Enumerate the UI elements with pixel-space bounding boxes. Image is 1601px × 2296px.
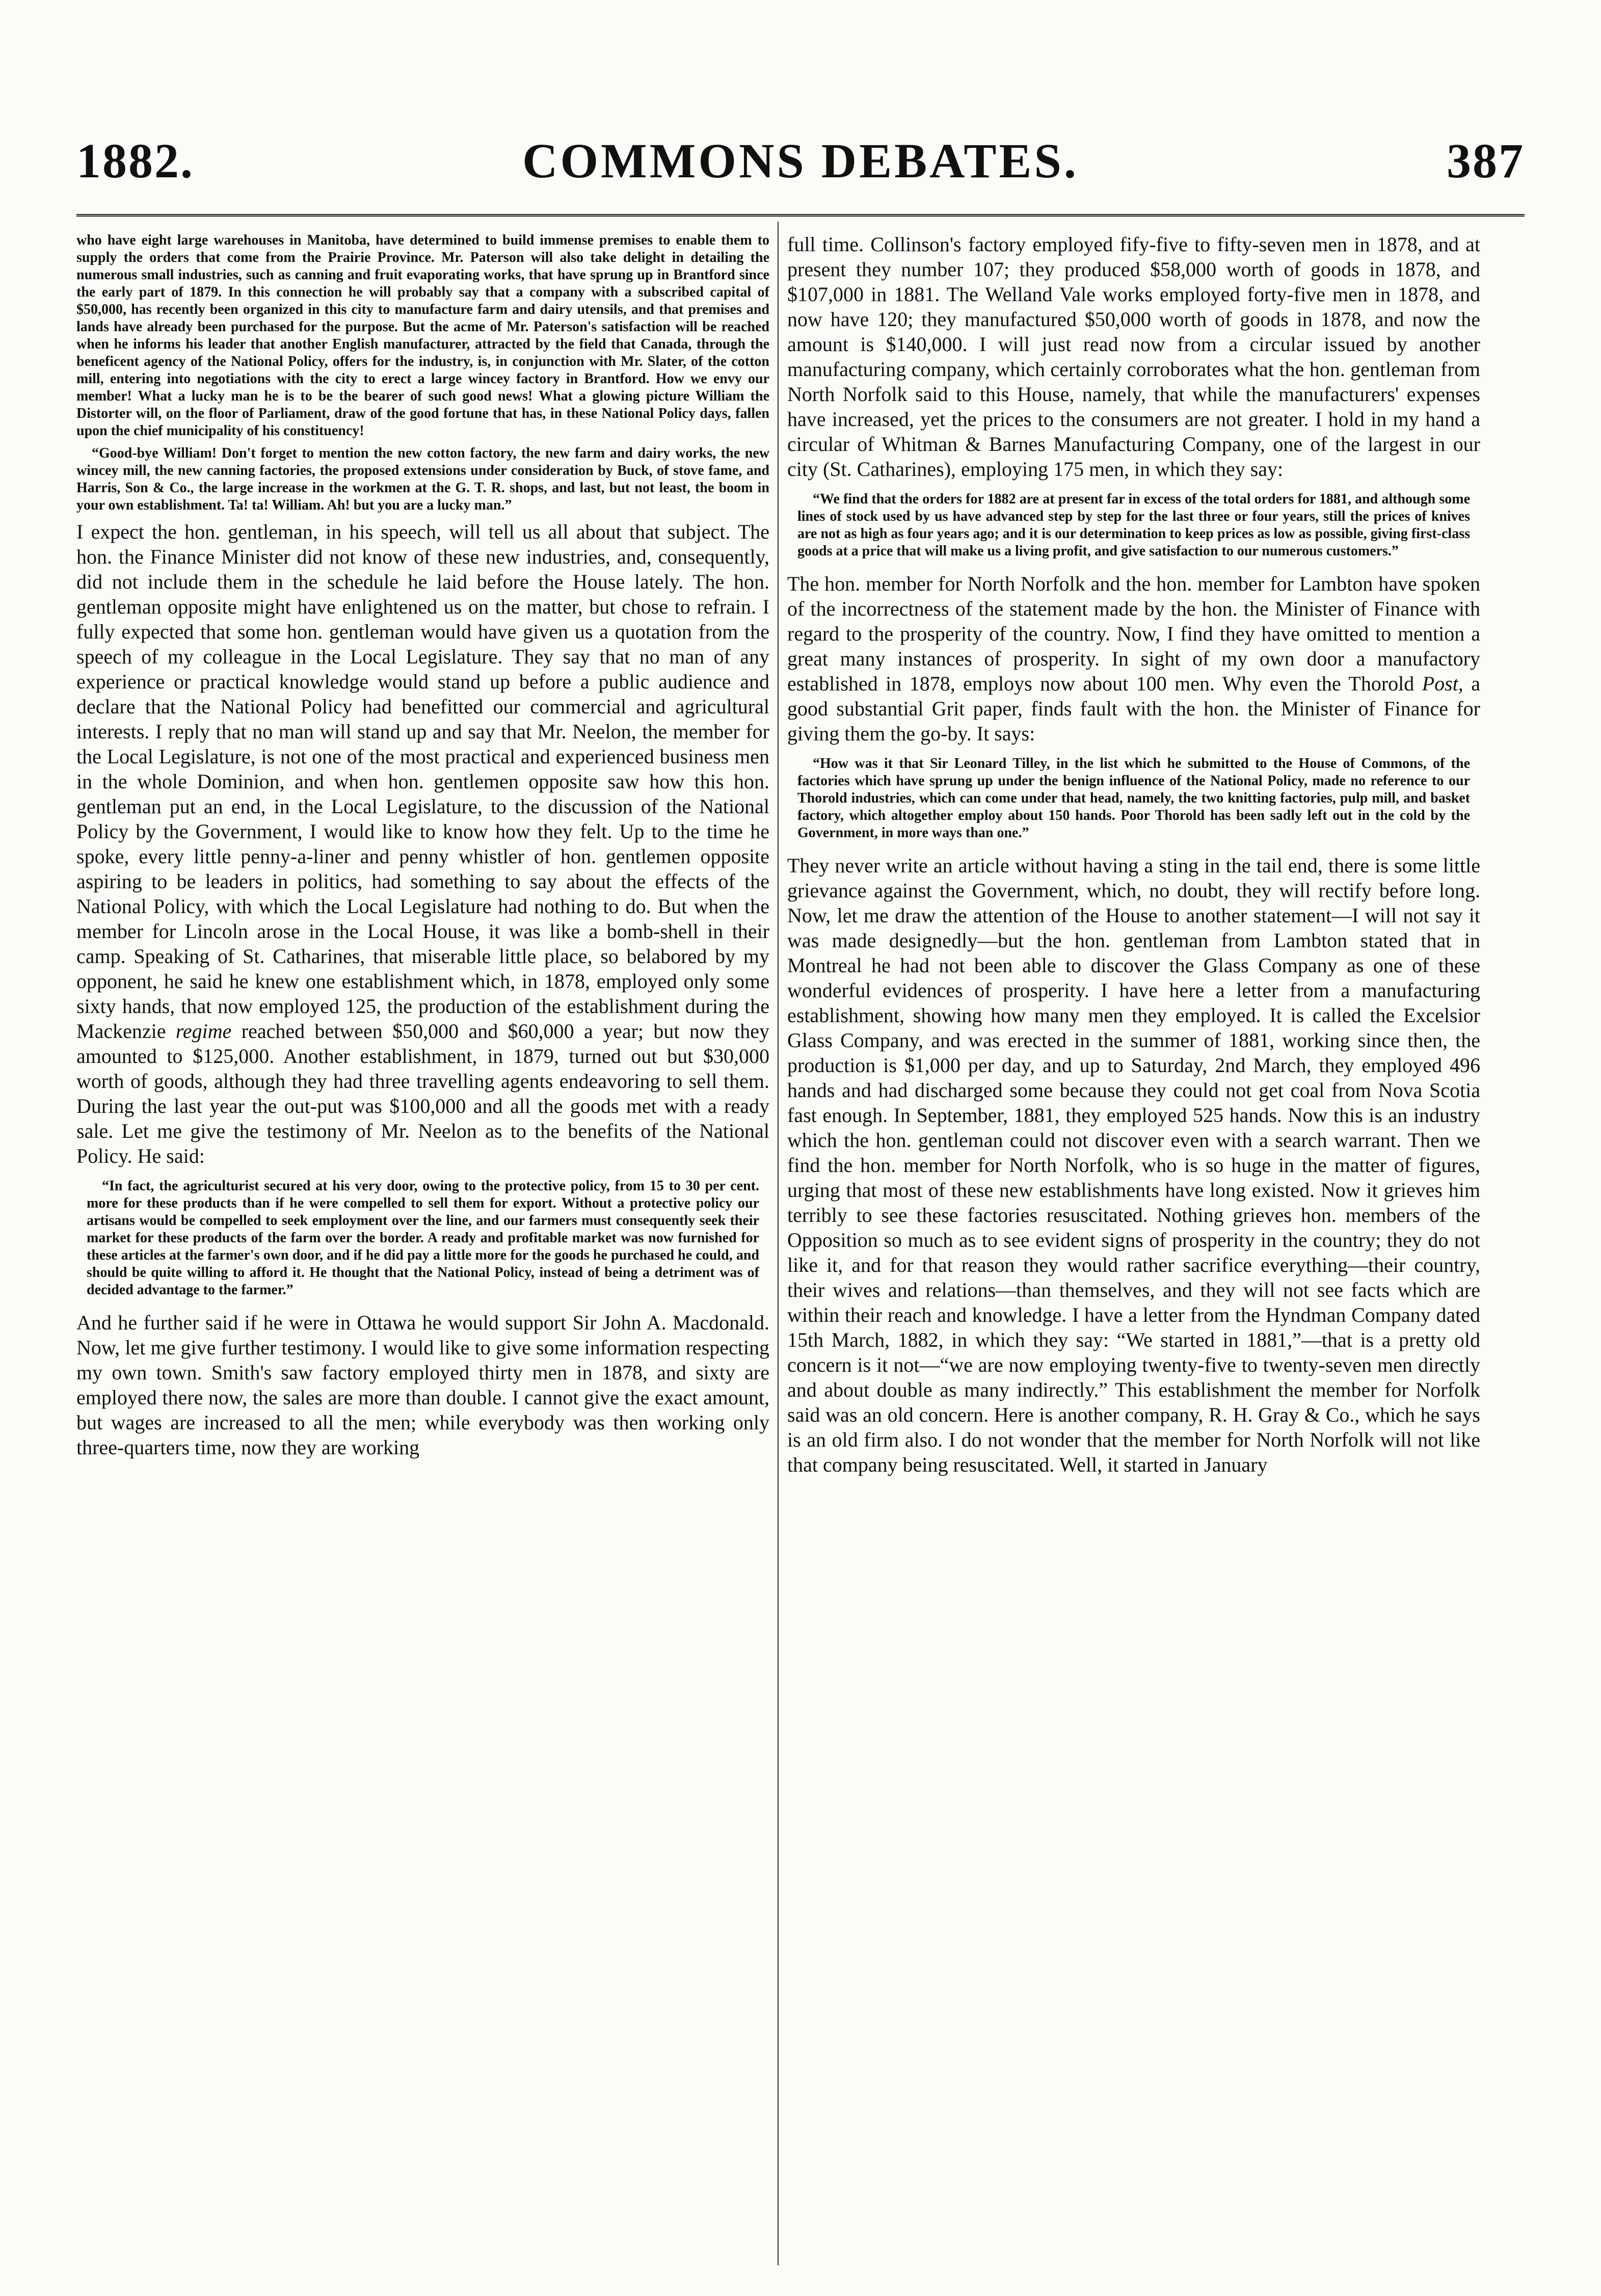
speech-paragraph: They never write an article without having a sting in the tail end, there is some little grievance against the Government, which, no doubt, they will rectify before long. Now, let me draw the attention of the House to another statement—I will not say it was made designedly—but the hon. gentleman from Lambton stated that in Montreal he had not been able to discover the Glass Company as one of these wonderful evidences of prosperity. I have here a letter from a manufacturing establishment, showing how many men they employed. It is called the Excelsior Glass Company, and was erected in the summer of 1881, working since then, the production is $1,000 per day, and up to Saturday, 2nd March, they employed 496 hands and had discharged some because they could not get coal from Nova Scotia fast enough. In September, 1881, they employed 525 hands. Now this is an industry which the hon. gentleman could not discover even with a search warrant. Then we find the hon. member for North Norfolk, who is so huge in the matter of figures, urging that most of these new establishments have long existed. Now it grieves him terribly to see these factories resuscitated. Nothing grieves hon. members of the Opposition so much as to see evident signs of prosperity in the country; they do not like it, and for that reason they would rather sacrifice everything—their country, their wives and relations—than themselves, and they will not see facts which are within their reach and knowledge. I have a letter from the Hyndman Company dated 15th March, 1882, in which they say: “We started in 1881,”—that is a pretty old concern is it not—“we are now employing twenty-five to twenty-seven men directly and about double as many indirectly.” This establishment the member for Norfolk said was an old concern. Here is another company, R. H. Gray & Co., which he says is an old firm also. I do not wonder that the member for North Norfolk will not like that company being resuscitated. Well, it started in January [787, 854, 1480, 1476]
page-number: 387 [1447, 134, 1525, 188]
italic-word: Post, [1422, 672, 1463, 695]
page-header [76, 132, 1525, 209]
block-quote: “In fact, the agriculturist secured at his very door, owing to the protective policy, from 15 to 30 per cent. more for these products than if he were compelled to sell them for export. Without a protective policy our artisans would be compelled to seek employment over the line, and our farmers must consequently seek their market for these products of the farm over the border. A ready and profitable market was now furnished for these articles at the farmer's own door, and if he did pay a little more for the goods he purchased he could, and should be quite willing to afford it. He thought that the National Policy, instead of being a detriment was of decided advantage to the farmer.” [87, 1178, 759, 1298]
column-divider [778, 222, 779, 2265]
speech-paragraph: full time. Collinson's factory employed fify-five to fifty-seven men in 1878, and at present they number 107; they produced $58,000 worth of goods in 1878, and $107,000 in 1881. The Welland Vale works employed forty-five men in 1878, and now have 120; they manufactured $50,000 worth of goods in 1878, and now the amount is $140,000. I will just read now from a circular issued by another manufacturing company, which certainly corroborates what the hon. gentleman from North Norfolk said to this House, namely, that while the manufacturers' expenses have increased, yet the prices to the consumers are not greater. I hold in my hand a circular of Whitman & Barnes Manufacturing Company, one of the largest in our city (St. Catharines), employing 175 men, in which they say: [787, 233, 1480, 480]
speech-text: reached between $50,000 and $60,000 a year; but now they amounted to $125,000. Another establishment, in 1879, turned out but $30,000 worth of goods, although they had three travelling agents endeavoring to sell them. During the last year the out-put was $100,000 and all the goods met with a ready sale. Let me give the testimony of Mr. Neelon as to the benefits of the National Policy. He said: [76, 1020, 769, 1167]
speech-text: a good substantial Grit paper, finds fault with the hon. the Minister of Finance for giving them the go-by. It says: [787, 672, 1480, 745]
italic-word: regime [175, 1020, 232, 1043]
page-title: COMMONS DEBATES. [522, 134, 1079, 188]
right-column [787, 232, 1480, 2265]
speech-text: The hon. member for North Norfolk and the hon. member for Lambton have spoken of the incorrectness of the statement made by the hon. the Minister of Finance with regard to the prosperity of the country. Now, I find they have omitted to mention a great many instances of prosperity. In sight of my own door a manufactory established in 1878, employs now about 100 men. Why even the Thorold [787, 572, 1480, 695]
quotation-closing: “Good-bye William! Don't forget to mention the new cotton factory, the new farm and dairy works, the new wincey mill, the new canning factories, the proposed extensions under consideration by Buck, of stove fame, and Harris, Son & Co., the large increase in the workmen at the G. T. R. shops, and last, but not least, the boom in your own establishment. Ta! ta! William. Ah! but you are a lucky man.” [76, 445, 769, 513]
speech-paragraph [787, 571, 1480, 746]
block-quote: “How was it that Sir Leonard Tilley, in the list which he submitted to the House of Commons, of the factories which have sprung up under the benign influence of the National Policy, made no reference to our Thorold industries, which can come under that head, namely, the two knitting factories, pulp mill, and basket factory, which altogether employ about 150 hands. Poor Thorold has been sadly left out in the cold by the Government, in more ways than one.” [797, 756, 1470, 841]
block-quote: “We find that the orders for 1882 are at present far in excess of the total orders for 1881, and although some lines of stock used by us have advanced step by step for the last three or four years, still the prices of knives are not as high as four years ago; and it is our determination to keep prices as low as possible, giving first-class goods at a price that will make us a living profit, and give satisfaction to our numerous customers.” [797, 491, 1470, 559]
page-year: 1882. [76, 134, 194, 188]
speech-paragraph [76, 519, 769, 1168]
header-rule [76, 214, 1525, 217]
continued-quotation: who have eight large warehouses in Manitoba, have determined to build immense premises to enable them to supply the orders that come from the Prairie Province. Mr. Paterson will also take delight in detailing the numerous small industries, such as canning and fruit evaporating works, that have sprung up in Brantford since the early part of 1879. In this connection he will probably say that a company with a subscribed capital of $50,000, has recently been organized in this city to manufacture farm and dairy utensils, and that premises and lands have already been purchased for the purpose. But the acme of Mr. Paterson's satisfaction will be reached when he informs his leader that another English manufacturer, attracted by the field that Canada, through the beneficent agency of the National Policy, offers for the industry, is, in conjunction with Mr. Slater, of the cotton mill, entering into negotiations with the city to erect a large wincey factory in Brantford. How we envy our member! What a lucky man he is to be the bearer of such good news! What a glowing picture William the Distorter will, on the floor of Parliament, draw of the good fortune that has, in these National Policy days, fallen upon the chief municipality of his constituency! [76, 232, 769, 439]
left-column [76, 232, 769, 2265]
speech-paragraph: And he further said if he were in Ottawa he would support Sir John A. Macdonald. Now, let me give further testimony. I would like to give some information respecting my own town. Smith's saw factory employed thirty men in 1878, and sixty are employed there now, the sales are more than double. I cannot give the exact amount, but wages are increased to all the men; while everybody was then working only three-quarters time, now they are working [76, 1311, 769, 1459]
speech-text: I expect the hon. gentleman, in his speech, will tell us all about that subject. The hon. the Finance Minister did not know of these new industries, and, consequently, did not include them in the schedule he laid before the House lately. The hon. gentleman opposite might have enlightened us on the matter, but chose to refrain. I fully expected that some hon. gentleman would have given us a quotation from the speech of my colleague in the Local Legislature. They say that no man of any experience or practical knowledge would stand up before a public audience and declare that the National Policy had benefitted our commercial and agricultural interests. I reply that no man will stand up and say that Mr. Neelon, the member for the Local Legislature, is not one of the most practical and experienced business men in the whole Dominion, and when hon. gentlemen opposite saw how this hon. gentleman put an end, in the Local Legislature, to the discussion of the National Policy by the Government, I would like to know how they felt. Up to the time he spoke, every little penny-a-liner and penny whistler of hon. gentlemen opposite aspiring to be leaders in politics, had something to say about the effects of the National Policy, with which the Local Legislature had nothing to do. But when the member for Lincoln arose in the Local House, it was like a bomb-shell in their camp. Speaking of St. Catharines, that miserable little place, so belabored by my opponent, he said he knew one establishment which, in 1878, employed only some sixty hands, that now employed 125, the production of the establishment during the Mackenzie [76, 520, 769, 1043]
